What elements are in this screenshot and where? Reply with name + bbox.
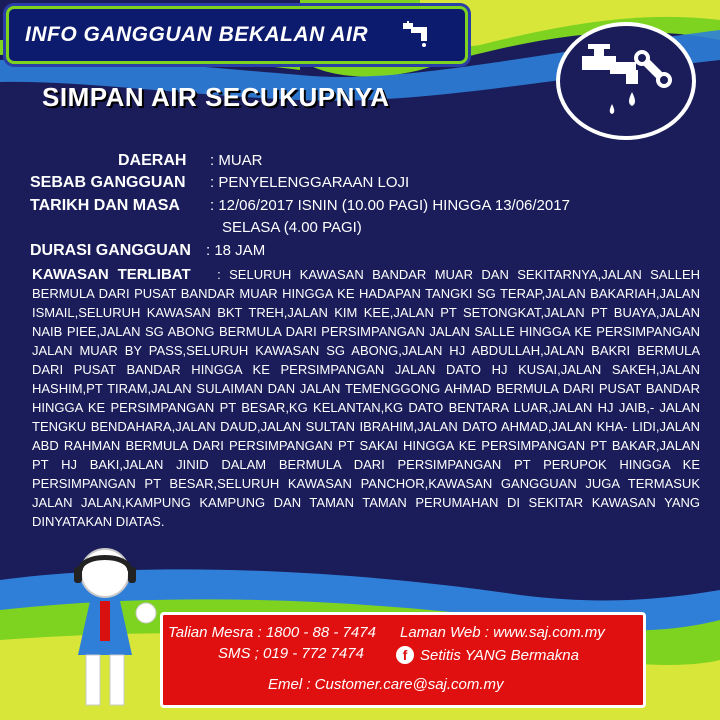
tap-and-wrench-icon [560,26,692,136]
durasi-value: : 18 JAM [206,242,266,259]
tarikh-label: TARIKH DAN MASA [30,197,180,214]
helpdesk-figure [50,545,160,715]
facebook-link[interactable] [396,646,579,664]
sms-number: SMS ; 019 - 772 7474 [218,645,364,662]
facebook-text: Setitis YANG Bermakna [420,647,579,664]
tarikh-value-line1: : 12/06/2017 ISNIN (10.00 PAGI) HINGGA 13/06/2017 [210,197,570,214]
daerah-value: : MUAR [210,152,263,169]
logo-emblem [556,22,696,140]
tarikh-value-line2: SELASA (4.00 PAGI) [222,219,362,236]
durasi-label: DURASI GANGGUAN [30,242,191,259]
subtitle: SIMPAN AIR SECUKUPNYA [42,82,390,112]
facebook-icon: f [396,646,414,664]
sebab-value: : PENYELENGGARAAN LOJI [210,174,410,191]
emel-address[interactable]: Emel : Customer.care@saj.com.my [268,676,504,693]
water-tap-icon [401,19,437,49]
laman-web-link[interactable]: Laman Web : www.saj.com.my [400,624,605,641]
kawasan-label: KAWASAN TERLIBAT [32,266,191,283]
sebab-label: SEBAB GANGGUAN [30,174,186,191]
talian-mesra: Talian Mesra : 1800 - 88 - 7474 [168,624,376,641]
kawasan-value: : SELURUH KAWASAN BANDAR MUAR DAN SEKITARNYA,JALAN SALLEH BERMULA DARI PUSAT BANDAR MUAR HINGGA KE HADAPAN TANGKI SG TERAP,JALAN BAKARIAH,JALAN ISMAIL,SELURUH KAWASAN BKT TREH,JALAN KIM KEE,JALAN PT SETONGKAT,JALAN PT BUAYA,JALAN NAIB PIEE,JALAN SG ABONG BERMULA DARI PERSIMPANGAN JALAN SALLE HINGGA KE PERSIMPANGAN JALAN MUAR BY PASS,SELURUH KAWASAN SG ABONG,JALAN HJ ABDULLAH,JALAN BAKRI BERMULA DARI PUSAT BANDAR HINGGA KE PERSIMPANGAN JALAN DATO HJ KUSAI,JALAN SAKEH,JALAN HASHIM,PT TIRAM,JALAN SULAIMAN DAN JALAN TEMENGGONG AHMAD BERMULA DARI PUSAT BANDAR HINGGA KE PERSIMPANGAN PT BESAR,KG KELANTAN,KG DATO BENTARA LUAR,JALAN HJ JAIB,- JALAN TENGKU BENDAHARA,JALAN DAUD,JALAN SULTAN IBRAHIM,JALAN DATO AHMAD,JALAN KHA- LIDI,JALAN ABD RAHMAN BERMULA DARI PERSIMPANGAN PT SAKAI HINGGA KE PERSIMPANGAN PT BAKAR,JALAN PT HJ BAKI,JALAN JINID DALAM BERMULA DARI PERSIMPANGAN PT PERUPOK HINGGA KE PERSIMPANGAN PT BESAR,SELURUH KAWASAN PANCHOR,KAWASAN GANGGUAN JUGA TERMASUK JALAN JALAN,KAMPUNG KAMPUNG DAN TAMAN TAMAN PERUMAHAN DI SEKITAR KAWASAN YANG DINYATAKAN DIATAS. [32,267,701,529]
daerah-label: DAERAH [118,152,187,169]
header-banner [6,6,468,64]
kawasan-section [32,265,700,531]
header-title: INFO GANGGUAN BEKALAN AIR [25,23,369,46]
